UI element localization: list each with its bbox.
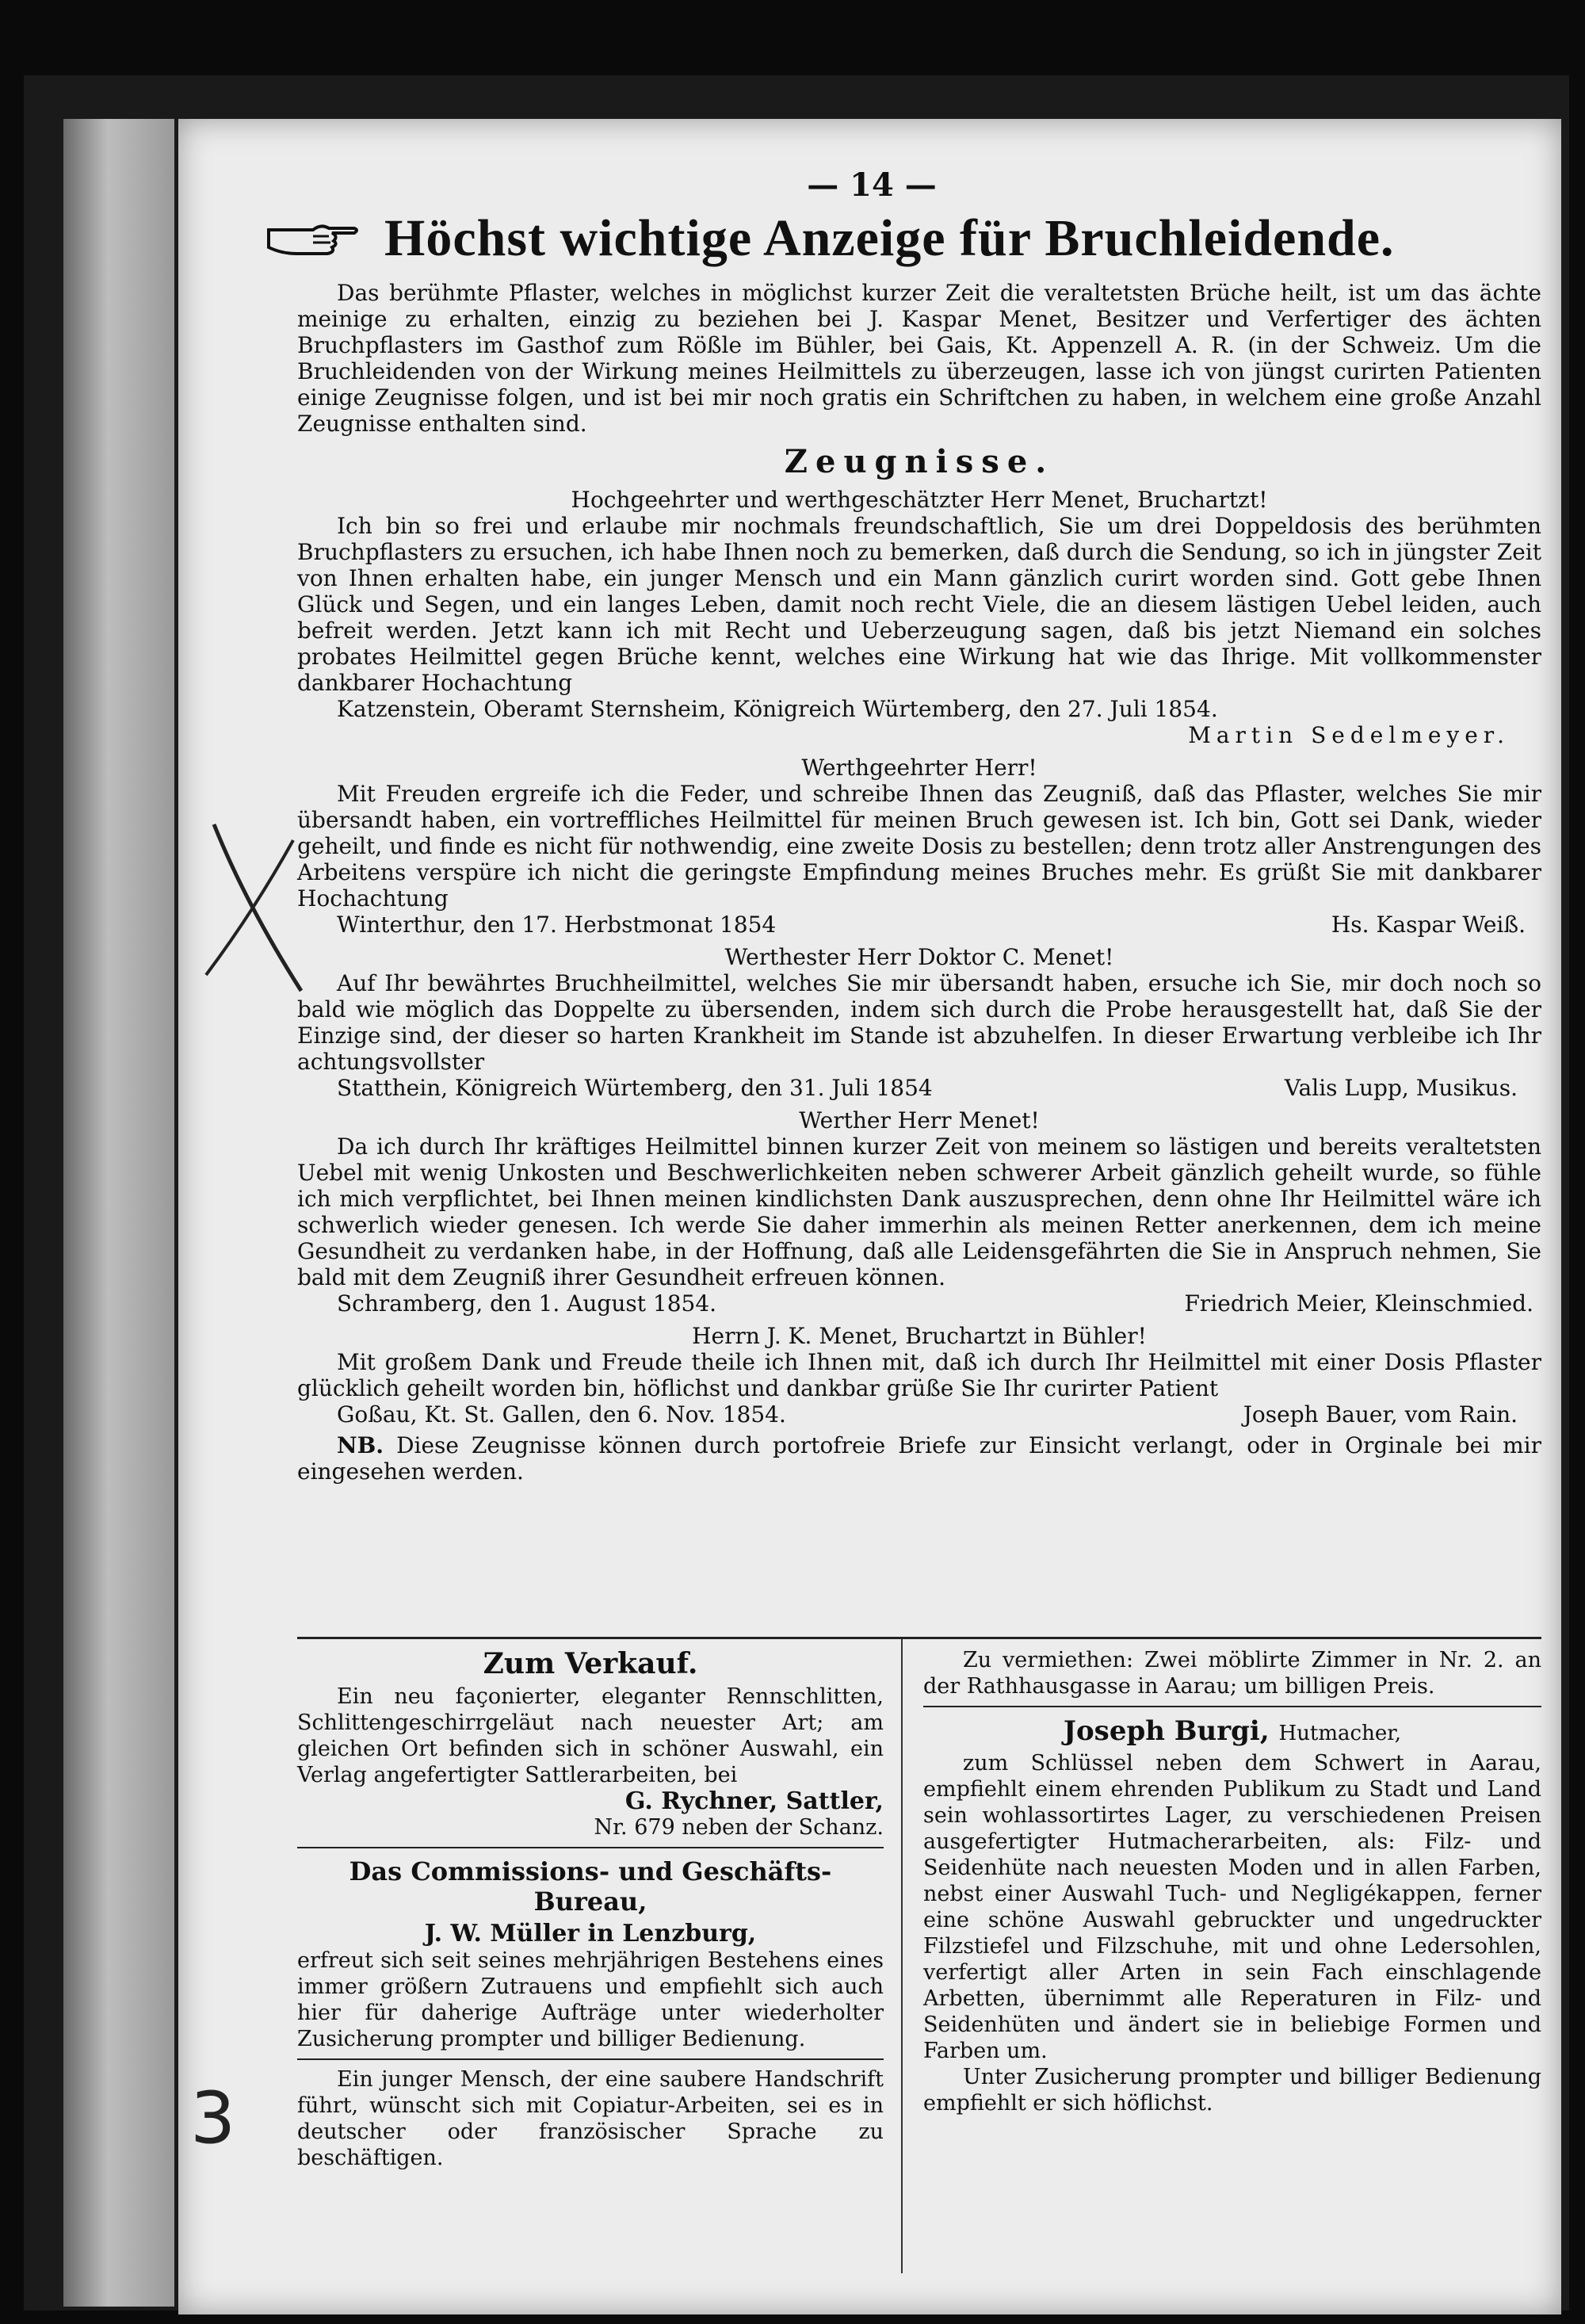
letter-signature: Valis Lupp, Musikus. [1284, 1075, 1518, 1101]
ad-subtitle: J. W. Müller in Lenzburg, [424, 1920, 757, 1947]
ad-title: Zum Verkauf. [483, 1647, 698, 1680]
ad-mensch [297, 2066, 884, 2171]
letter-footer [297, 1401, 1541, 1428]
column-divider [901, 1639, 903, 2273]
newspaper-page [178, 119, 1561, 2314]
letter-body: Mit Freuden ergreife ich die Feder, und schreibe Ihnen das Zeugniß, daß das Pflaster, welches Sie mir übersandt haben, ein vortreffliches Heilmittel für meinen Bruch gewesen ist. Ich bin, Gott sei Dank, wieder geheilt, und finde es nicht für nothwendig, eine zweite Dosis zu bestellen; denn trotz aller Anstrengungen des Arbeitens verspüre ich nicht die geringste Empfindung meines Bruches mehr. Es grüßt Sie mit dankbarer Hochachtung [297, 781, 1541, 912]
ad-address: Nr. 679 neben der Schanz. [594, 1815, 884, 1840]
headline: Höchst wichtige Anzeige für Bruchleidende. [384, 209, 1395, 267]
letter-place-date: Schramberg, den 1. August 1854. [337, 1290, 717, 1317]
page-number: — 14 — [807, 166, 937, 204]
ad-body: Ein junger Mensch, der eine saubere Handschrift führt, wünscht sich mit Copiatur-Arbeiten, sei es in deutscher oder französischer Sprache zu beschäftigen. [297, 2067, 884, 2170]
ad-rule [297, 2058, 884, 2060]
ad-title-suffix: Hutmacher, [1278, 1722, 1402, 1745]
ad-title: Das Commissions- und Geschäfts-Bureau, [349, 1856, 832, 1917]
letter-salutation: Werthester Herr Doktor C. Menet! [724, 944, 1114, 970]
ad-name: G. Rychner, Sattler, [624, 1787, 884, 1815]
letter-5 [297, 1323, 1541, 1428]
ad-body: zum Schlüssel neben dem Schwert in Aarau, empfiehlt einem ehrenden Publikum zu Stadt und Land sein wohlassortirtes Lager, zu verschiedenen Preisen ausgefertigter Hutmacherarbeiten, als: Filz- und Seidenhüte nach neuesten Moden und in allen Farben, nebst einer Auswahl Tuch- und Negligékappen, ferner eine schöne Auswahl gebruckter und ungedruckter Filzstiefel und Filzschuhe, mit und ohne Ledersohlen, verfertigt aller Arten in sein Fach einschlagende Arbetten, übernimmt alle Reperaturen in Filz- und Seidenhüten und ändert sie in beliebige Formen und Farben um. [923, 1751, 1541, 2063]
advertisements-section [297, 1637, 1541, 2273]
ad-burgi [923, 1715, 1541, 2116]
letter-footer [297, 1075, 1541, 1101]
ad-title-row [923, 1715, 1541, 1747]
letter-3 [297, 944, 1541, 1101]
letter-salutation: Werther Herr Menet! [799, 1107, 1040, 1133]
letter-salutation: Hochgeehrter und werthgeschätzter Herr Menet, Bruchartzt! [571, 487, 1268, 513]
testimonials-title: Zeugnisse. [784, 443, 1055, 480]
letter-2 [297, 755, 1541, 938]
main-article [297, 166, 1541, 1485]
ad-rule [297, 1847, 884, 1848]
letter-place-date: Katzenstein, Oberamt Sternsheim, Königreich Würtemberg, den 27. Juli 1854. [337, 696, 1218, 722]
ad-bureau [297, 1856, 884, 2052]
letter-body: Mit großem Dank und Freude theile ich Ihnen mit, daß ich durch Ihr Heilmittel mit einer Dosis Pflaster glücklich geheilt worden bin, höflichst und dankbar grüße Sie Ihr curirter Patient [297, 1349, 1541, 1401]
letter-signature: Martin Sedelmeyer. [1188, 722, 1510, 748]
pointing-hand-icon [265, 219, 361, 258]
letter-footer [297, 912, 1541, 938]
book-spine [63, 119, 174, 2307]
letter-footer [297, 1290, 1541, 1317]
letter-body: Ich bin so frei und erlaube mir nochmals freundschaftlich, Sie um drei Doppeldosis des berühmten Bruchpflasters zu ersuchen, ich habe Ihnen noch zu bemerken, daß durch die Sendung, so ich in jüngster Zeit von Ihnen erhalten habe, ein junger Mensch und ein Mann gänzlich curirt worden sind. Gott gebe Ihnen Glück und Segen, und ein langes Leben, damit noch recht Viele, die an diesem lästigen Uebel leiden, auch befreit werden. Jetzt kann ich mit Recht und Ueberzeugung sagen, daß bis jetzt Niemand ein solches probates Heilmittel gegen Brüche kennt, welches eine Wirkung hat wie das Ihrige. Mit vollkommenster dankbarer Hochachtung [297, 513, 1541, 696]
ad-title: Joseph Burgi, [1063, 1715, 1270, 1747]
letter-signature: Hs. Kaspar Weiß. [1331, 912, 1526, 938]
letter-salutation: Herrn J. K. Menet, Bruchartzt in Bühler! [692, 1323, 1147, 1349]
letter-salutation: Werthgeehrter Herr! [801, 755, 1037, 781]
ad-rule [923, 1706, 1541, 1707]
letter-signature: Joseph Bauer, vom Rain. [1243, 1401, 1518, 1428]
ad-closing: Unter Zusicherung prompter und billiger Bedienung empfiehlt er sich höflichst. [923, 2065, 1541, 2116]
nb-label: NB. [337, 1432, 384, 1458]
letter-place-date: Goßau, Kt. St. Gallen, den 6. Nov. 1854. [337, 1401, 786, 1428]
letter-4 [297, 1107, 1541, 1317]
letter-body: Auf Ihr bewährtes Bruchheilmittel, welches Sie mir übersandt haben, ersuche ich Sie, mir doch noch so bald wie möglich das Doppelte zu übersenden, indem sich durch die Probe herausgestellt hat, daß Sie der Einzige sind, der dieser so harten Krankheit im Stande ist abzuhelfen. In dieser Erwartung verbleibe ich Ihr achtungsvollster [297, 970, 1541, 1075]
ads-right-column [923, 1639, 1541, 2116]
letter-place-date: Statthein, Königreich Würtemberg, den 31. Juli 1854 [337, 1075, 933, 1101]
letter-1 [297, 487, 1541, 748]
headline-row [265, 208, 1541, 269]
ad-body: Zu vermiethen: Zwei möblirte Zimmer in Nr. 2. an der Rathhausgasse in Aarau; um billigen Preis. [923, 1648, 1541, 1699]
nb-text: Diese Zeugnisse können durch portofreie Briefe zur Einsicht verlangt, oder in Orginale bei mir eingesehen werden. [297, 1432, 1541, 1485]
letter-signature: Friedrich Meier, Kleinschmied. [1184, 1290, 1533, 1317]
letter-place-date: Winterthur, den 17. Herbstmonat 1854 [337, 912, 777, 938]
letter-body: Da ich durch Ihr kräftiges Heilmittel binnen kurzer Zeit von meinem so lästigen und bereits veraltetsten Uebel mit wenig Unkosten und Beschwerlichkeiten neben schwerer Arbeit gänzlich geheilt wurde, so fühle ich mich verpflichtet, bei Ihnen meinen kindlichsten Dank auszusprechen, denn ohne Ihr Heilmittel wäre ich schwerlich wieder genesen. Ich werde Sie daher immerhin als meinen Retter anerkennen, dem ich meine Gesundheit zu verdanken habe, in der Hoffnung, daß alle Leidensgefährten die Sie in Anspruch nehmen, Sie bald mit dem Zeugniß ihrer Gesundheit erfreuen können. [297, 1133, 1541, 1290]
ad-body: Ein neu façonierter, eleganter Rennschlitten, Schlittengeschirrgeläut nach neuester Art; am gleichen Ort befinden sich in schöner Auswahl, ein Verlag angefertigter Sattlerarbeiten, bei [297, 1684, 884, 1787]
ads-left-column [297, 1639, 884, 2171]
ad-vermiethen [923, 1647, 1541, 1699]
ad-body: erfreut sich seit seines mehrjährigen Bestehens eines immer größern Zutrauens und empfiehlt sich auch hier für daherige Aufträge unter wiederholter Zusicherung prompter und billiger Bedienung. [297, 1948, 884, 2051]
ad-verkauf [297, 1647, 884, 1840]
handwritten-x-mark [198, 816, 309, 999]
nb-note [297, 1432, 1541, 1485]
handwritten-number-mark: 3 [190, 2077, 236, 2160]
intro-paragraph: Das berühmte Pflaster, welches in möglichst kurzer Zeit die veraltetsten Brüche heilt, ist um das ächte meinige zu erhalten, einzig zu beziehen bei J. Kaspar Menet, Besitzer und Verfertiger des ächten Bruchpflasters im Gasthof zum Rößle im Bühler, bei Gais, Kt. Appenzell A. R. (in der Schweiz. Um die Bruchleidenden von der Wirkung meines Heilmittels zu überzeugen, lasse ich von jüngst curirten Patienten einige Zeugnisse folgen, und ist bei mir noch gratis ein Schriftchen zu haben, in welchem eine große Anzahl Zeugnisse enthalten sind. [297, 280, 1541, 437]
